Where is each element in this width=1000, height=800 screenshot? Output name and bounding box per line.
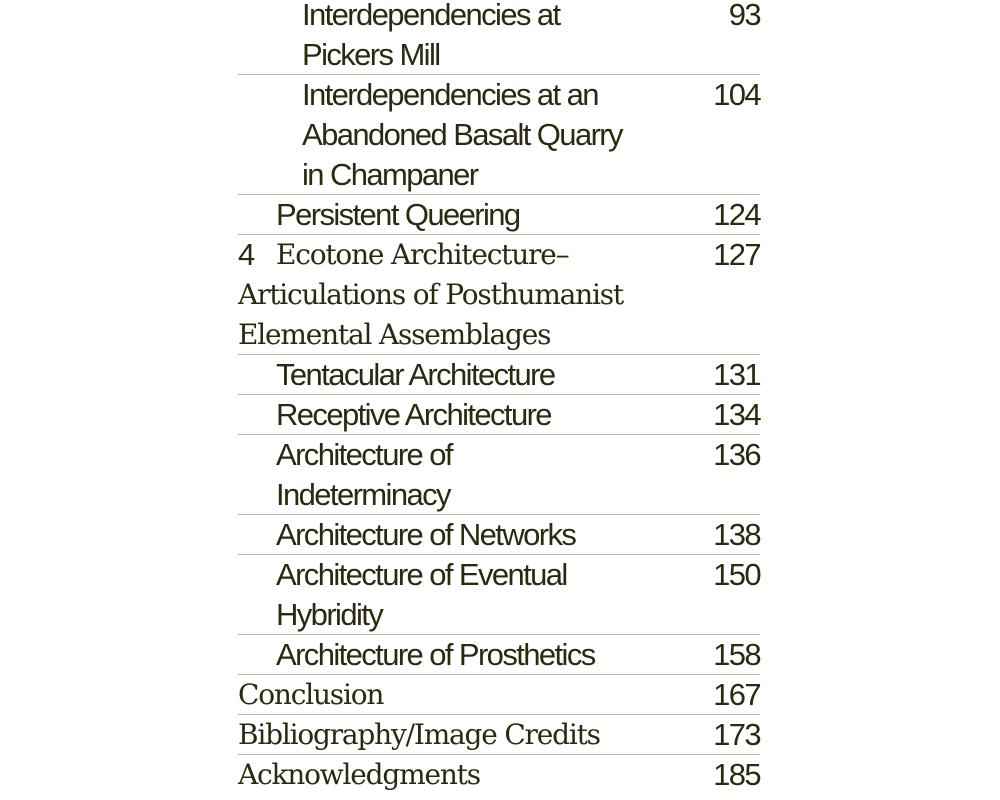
toc-entry[interactable]	[238, 515, 760, 555]
chapter-number: 4	[238, 237, 254, 272]
toc-entry-title: Architecture of Networks	[276, 517, 576, 552]
toc-entry-page: 127	[713, 237, 760, 272]
toc-entry-page: 124	[713, 197, 760, 232]
toc-entry[interactable]	[238, 435, 760, 515]
toc-entry[interactable]	[238, 75, 760, 195]
toc-entry-title: Interdependencies at an Abandoned Basalt Quarry in Champaner	[302, 77, 622, 192]
toc-entry-page: 131	[713, 357, 760, 392]
toc-entry-page: 104	[713, 77, 760, 112]
toc-entry-title: Tentacular Architecture	[276, 357, 555, 392]
toc-entry-page: 138	[713, 517, 760, 552]
toc-entry-page: 136	[713, 437, 760, 472]
toc-entry[interactable]	[238, 0, 760, 75]
toc-entry-title: Receptive Architecture	[276, 397, 551, 432]
toc-entry-title: Bibliography/Image Credits	[238, 718, 600, 751]
toc-entry[interactable]	[238, 755, 760, 795]
toc-entry-title: Architecture of Prosthetics	[276, 637, 595, 672]
toc-entry[interactable]	[238, 355, 760, 395]
toc-entry-page: 158	[713, 637, 760, 672]
toc-entry-title: Architecture of Indeterminacy	[276, 437, 452, 512]
toc-entry-title: Acknowledgments	[238, 758, 480, 791]
toc-entry-title: Interdependencies at Pickers Mill	[302, 0, 560, 72]
toc-entry[interactable]	[238, 555, 760, 635]
toc-entry-title: Ecotone Architecture– Articulations of Posthumanist Elemental Assemblages	[238, 238, 623, 351]
toc-chapter-entry[interactable]	[238, 235, 760, 355]
toc-entry[interactable]	[238, 675, 760, 715]
toc-entry-page: 167	[713, 677, 760, 712]
toc-entry-page: 185	[713, 757, 760, 792]
toc-entry-page: 93	[728, 0, 760, 32]
toc-entry-title: Architecture of Eventual Hybridity	[276, 557, 567, 632]
toc-entry-page: 173	[713, 717, 760, 752]
toc-entry[interactable]	[238, 635, 760, 675]
toc-entry-page: 134	[713, 397, 760, 432]
toc-entry[interactable]	[238, 395, 760, 435]
toc-entry-title: Conclusion	[238, 678, 384, 711]
toc-entry-title: Persistent Queering	[276, 197, 520, 232]
toc-entry[interactable]	[238, 195, 760, 235]
toc-entry[interactable]	[238, 715, 760, 755]
toc-entry-page: 150	[713, 557, 760, 592]
